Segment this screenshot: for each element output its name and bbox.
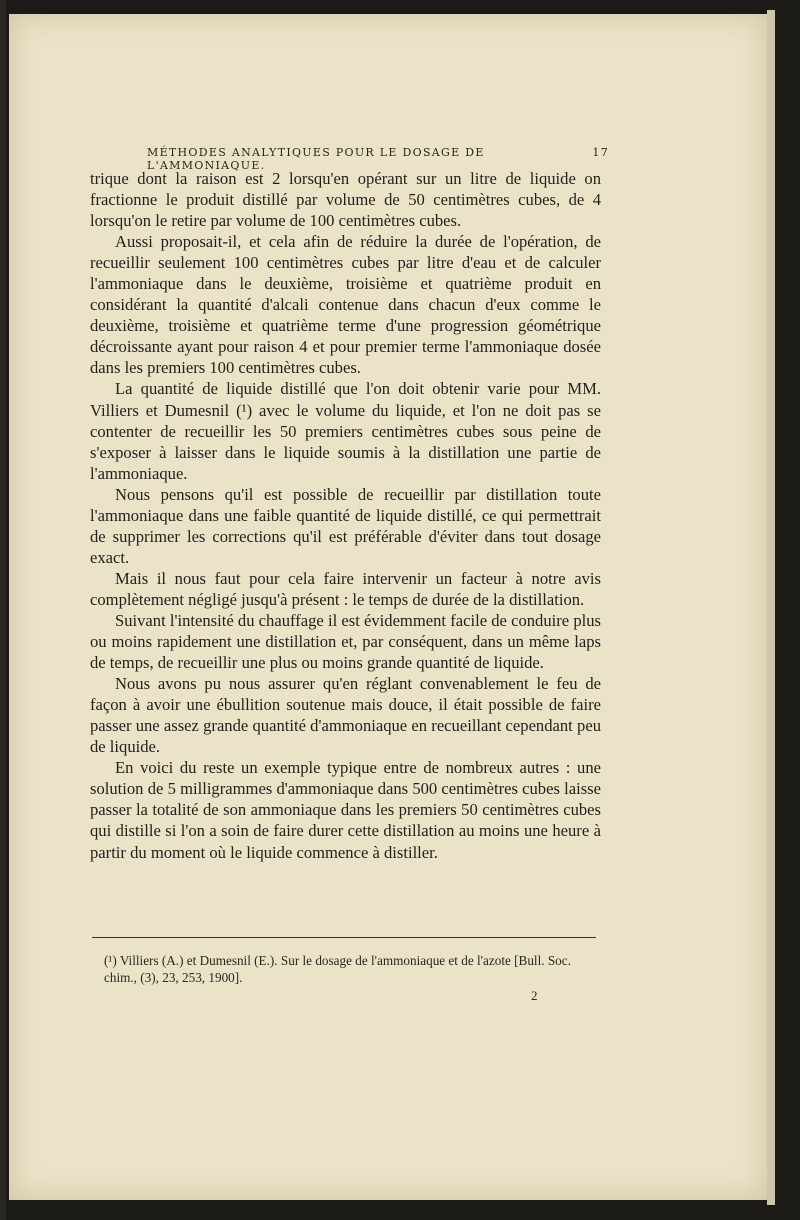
paragraph: Suivant l'intensité du chauffage il est évidemment facile de conduire plus ou moins rapidement une distillation et, par conséquent, dans un même laps de temps, de recueillir une plus ou moins grande quantité de liquide.: [90, 610, 601, 673]
paragraph: trique dont la raison est 2 lorsqu'en opérant sur un litre de liquide on fractionne le produit distillé par volume de 50 centimètres cubes, de 4 lorsqu'on le retire par volume de 100 centimètres cubes.: [90, 169, 601, 231]
book-spine-edge: [0, 0, 6, 1220]
paragraph: Mais il nous faut pour cela faire intervenir un facteur à notre avis complètement négligé jusqu'à présent : le temps de durée de la distillation.: [90, 568, 601, 609]
body-text: [90, 168, 601, 863]
page-number: 17: [592, 146, 609, 159]
page-edge-right: [767, 10, 775, 1205]
paragraph: Nous avons pu nous assurer qu'en réglant convenablement le feu de façon à avoir une ébullition soutenue mais douce, il était possible de faire passer une assez grande quantité d'ammoniaque en recueillant cependant peu de liquide.: [90, 674, 601, 757]
signature-mark: 2: [531, 988, 538, 1003]
paragraph: La quantité de liquide distillé que l'on doit obtenir varie pour MM. Villiers et Dumesnil (¹) avec le volume du liquide, et l'on ne doit pas se contenter de recueillir les 50 premiers centimètres cubes sous peine de s'exposer à laisser dans le liquide soumis à la distillation une partie de l'ammoniaque.: [90, 379, 601, 483]
footnote-rule: [92, 937, 596, 938]
running-title: MÉTHODES ANALYTIQUES POUR LE DOSAGE DE L'AMMONIAQUE.: [147, 146, 485, 172]
footnote: [104, 952, 600, 986]
paragraph: Nous pensons qu'il est possible de recueillir par distillation toute l'ammoniaque dans une faible quantité de liquide distillé, ce qui permettrait de supprimer les corrections qu'il est préférable d'éviter dans tout dosage exact.: [90, 484, 601, 567]
footnote-text: Villiers (A.) et Dumesnil (E.). Sur le dosage de l'ammoniaque et de l'azote [Bull. Soc. chim., (3), 23, 253, 1900].: [104, 953, 571, 985]
paragraph: En voici du reste un exemple typique entre de nombreux autres : une solution de 5 milligrammes d'ammoniaque dans 500 centimètres cubes laisse passer la totalité de son ammoniaque dans les premiers 50 centimètres cubes qui distille si l'on a soin de faire durer cette distillation au moins une heure à partir du moment où le liquide commence à distiller.: [90, 758, 601, 862]
footnote-marker: (¹): [104, 953, 117, 968]
paragraph: Aussi proposait-il, et cela afin de réduire la durée de l'opération, de recueillir seulement 100 centimètres cubes par litre d'eau et de calculer l'ammoniaque dans le deuxième, troisième et quatrième produit en considérant la quantité d'alcali contenue dans chacun d'eux comme le deuxième, troisième et quatrième terme d'une progression géométrique décroissante ayant pour raison 4 et pour premier terme l'ammoniaque dosée dans les premiers 100 centimètres cubes.: [90, 232, 601, 378]
